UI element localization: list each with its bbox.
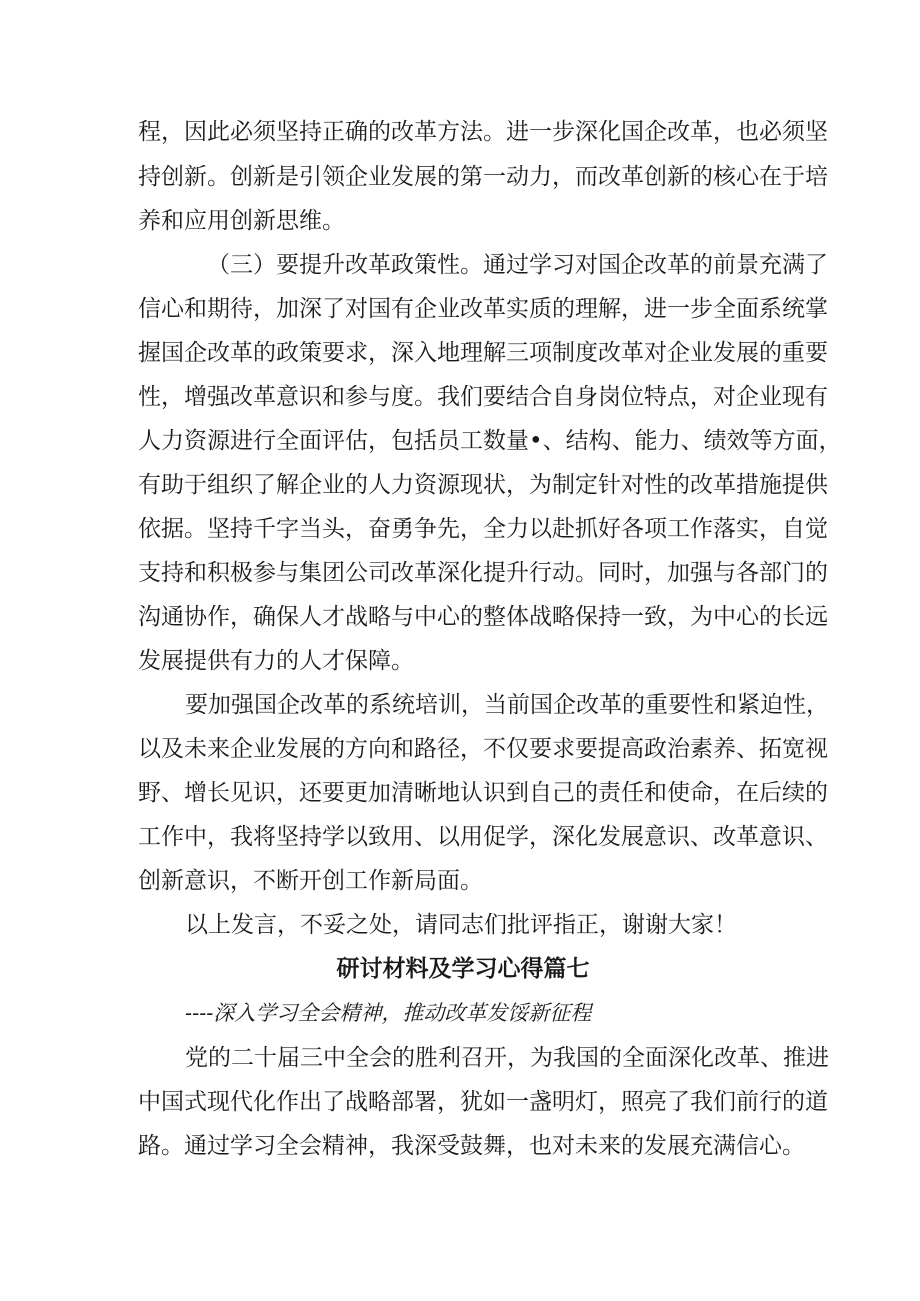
paragraph-line: 路。通过学习全会精神，我深受鼓舞，也对未来的发展充满信心。 [138,1133,805,1159]
paragraph-line: 有助于组织了解企业的人力资源现状，为制定针对性的改革措施提供 [138,472,828,498]
paragraph-line: 以上发言，不妥之处，请同志们批评指正，谢谢大家！ [185,912,737,938]
paragraph-line: 依据。坚持千字当头，奋勇争先，全力以赴抓好各项工作落实，自觉 [138,516,828,542]
paragraph-line: （三）要提升改革政策性。通过学习对国企改革的前景充满了 [207,252,828,278]
paragraph-line: 握国企改革的政策要求，深入地理解三项制度改革对企业发展的重要 [138,340,828,366]
section-subtitle: ----深入学习全会精神，推动改革发馁新征程 [185,1001,592,1025]
paragraph-line: 中国式现代化作出了战略部署，犹如一盏明灯，照亮了我们前行的道 [138,1089,828,1115]
paragraph-line: 要加强国企改革的系统培训，当前国企改革的重要性和紧迫性， [185,692,829,718]
paragraph-line: 野、增长见识，还要更加清晰地认识到自己的责任和使命，在后续的 [138,780,828,806]
paragraph-line: 性，增强改革意识和参与度。我们要结合自身岗位特点，对企业现有 [138,384,828,410]
paragraph-line: 党的二十届三中全会的胜利召开，为我国的全面深化改革、推进 [185,1045,829,1071]
paragraph-line: 养和应用创新思维。 [138,208,345,234]
paragraph-line: 程，因此必须坚持正确的改革方法。进一步深化国企改革，也必须坚 [138,119,828,145]
paragraph-line: 人力资源进行全面评估，包括员工数量•、结构、能力、绩效等方面， [138,428,842,454]
paragraph-line: 发展提供有力的人才保障。 [138,648,414,674]
paragraph-line: 信心和期待，加深了对国有企业改革实质的理解，进一步全面系统掌 [138,296,828,322]
section-heading: 研讨材料及学习心得篇七 [336,956,590,982]
paragraph-line: 沟通协作，确保人才战略与中心的整体战略保持一致，为中心的长远 [138,604,828,630]
paragraph-line: 以及未来企业发展的方向和路径，不仅要求要提高政治素养、拓宽视 [138,736,828,762]
paragraph-line: 创新意识，不断开创工作新局面。 [138,868,483,894]
paragraph-line: 持创新。创新是引领企业发展的第一动力，而改革创新的核心在于培 [138,164,828,190]
paragraph-line: 支持和积极参与集团公司改革深化提升行动。同时，加强与各部门的 [138,560,828,586]
paragraph-line: 工作中，我将坚持学以致用、以用促学，深化发展意识、改革意识、 [138,824,828,850]
